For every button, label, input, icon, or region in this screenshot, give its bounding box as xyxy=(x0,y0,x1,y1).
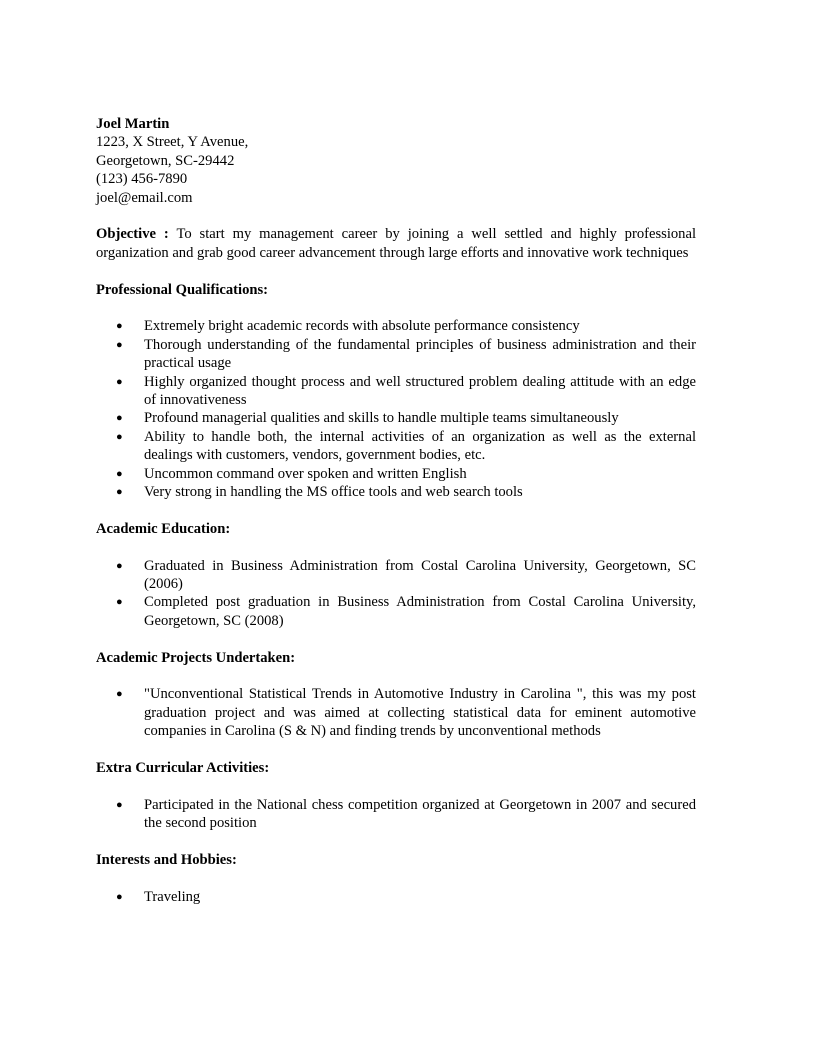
interests-heading: Interests and Hobbies: xyxy=(96,852,237,869)
list-item: ● Ability to handle both, the internal activities of an organization as well as the external dealings with customers, vendors, government bodies, etc. xyxy=(116,428,696,464)
list-item: ● Extremely bright academic records with absolute performance consistency xyxy=(116,318,580,335)
projects-heading: Academic Projects Undertaken: xyxy=(96,649,296,666)
list-item: ● Graduated in Business Administration from Costal Carolina University, Georgetown, SC (2006) xyxy=(116,557,696,593)
interests-list xyxy=(96,888,696,906)
bullet-icon: ● xyxy=(116,890,123,903)
list-item: ● Participated in the National chess competition organized at Georgetown in 2007 and secured the second position xyxy=(116,796,696,832)
projects-list xyxy=(96,685,696,740)
bullet-icon: ● xyxy=(116,375,123,388)
list-item: ● Thorough understanding of the fundamental principles of business administration and their practical usage xyxy=(116,336,696,372)
objective-text: To start my management career by joining a well settled and highly professional organization and grab good career advancement through large efforts and innovative work techniques xyxy=(96,226,697,261)
extracurricular-list xyxy=(96,796,696,833)
phone-number: (123) 456-7890 xyxy=(96,171,188,188)
bullet-icon: ● xyxy=(116,486,123,499)
list-item: ● Uncommon command over spoken and written English xyxy=(116,465,467,482)
list-item: ● "Unconventional Statistical Trends in Automotive Industry in Carolina ", this was my post graduation project and was aimed at collecting statistical data for eminent automotive companies in Carolina (S & N) and finding trends by unconventional methods xyxy=(116,686,696,740)
bullet-icon: ● xyxy=(116,559,123,572)
education-heading: Academic Education: xyxy=(96,520,231,537)
list-item: ● Traveling xyxy=(116,888,201,905)
education-list xyxy=(96,557,696,631)
contact-block xyxy=(96,115,696,207)
resume-document xyxy=(96,115,696,906)
qualifications-list xyxy=(96,317,696,501)
bullet-icon: ● xyxy=(116,688,123,701)
objective-paragraph xyxy=(96,225,696,262)
bullet-icon: ● xyxy=(116,430,123,443)
applicant-name: Joel Martin xyxy=(96,116,170,132)
bullet-icon: ● xyxy=(116,338,123,351)
extracurricular-heading: Extra Curricular Activities: xyxy=(96,760,270,777)
list-item: ● Highly organized thought process and well structured problem dealing attitude with an edge of innovativeness xyxy=(116,373,696,409)
address-line-1: 1223, X Street, Y Avenue, xyxy=(96,134,249,151)
bullet-icon: ● xyxy=(116,412,123,425)
bullet-icon: ● xyxy=(116,798,123,811)
bullet-icon: ● xyxy=(116,320,123,333)
list-item: ● Very strong in handling the MS office tools and web search tools xyxy=(116,484,523,501)
list-item: ● Completed post graduation in Business Administration from Costal Carolina University, Georgetown, SC (2008) xyxy=(116,594,696,629)
qualifications-heading: Professional Qualifications: xyxy=(96,281,269,298)
bullet-icon: ● xyxy=(116,467,123,480)
objective-label: Objective : xyxy=(96,226,169,243)
email-address: joel@email.com xyxy=(96,189,193,206)
list-item: ● Profound managerial qualities and skills to handle multiple teams simultaneously xyxy=(116,410,619,427)
bullet-icon: ● xyxy=(116,596,123,609)
address-line-2: Georgetown, SC-29442 xyxy=(96,152,235,169)
